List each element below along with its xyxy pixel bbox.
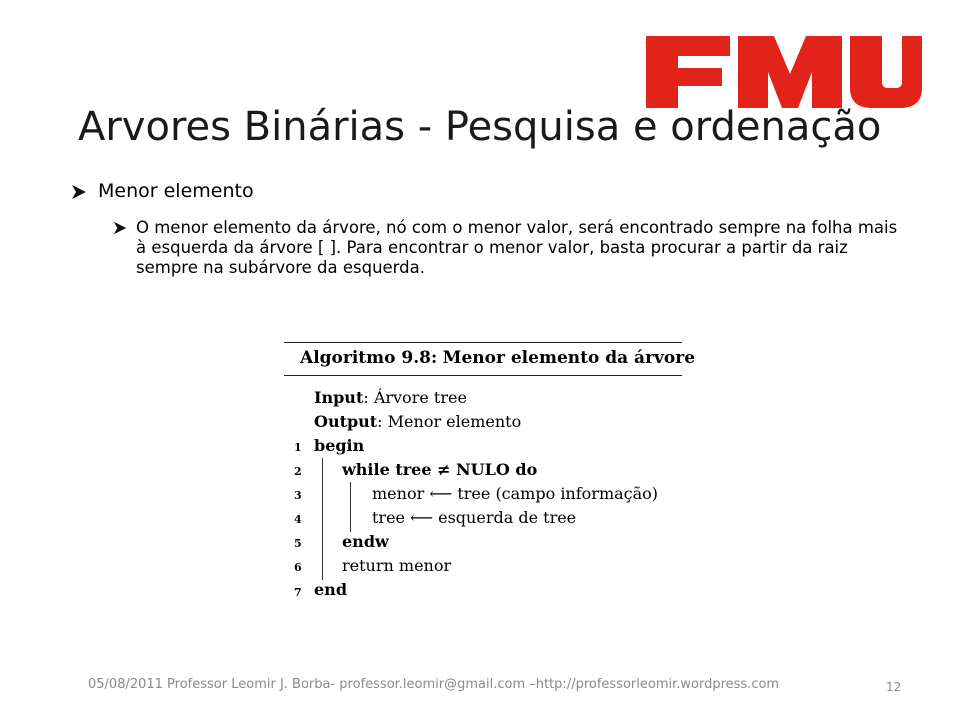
- algorithm-heading: [300, 348, 695, 368]
- algorithm-top-rule: [284, 342, 682, 343]
- line-number: 5: [294, 537, 302, 550]
- input-label: Input: [314, 388, 364, 407]
- algorithm-mid-rule: [284, 375, 682, 376]
- algorithm-input: Input: Árvore tree: [314, 388, 467, 407]
- input-value: Árvore tree: [373, 388, 467, 407]
- algorithm-line-assign-menor: menor ⟵ tree (campo informação): [372, 484, 659, 503]
- line-number: 6: [294, 561, 302, 574]
- algorithm-line-return: return menor: [342, 556, 452, 575]
- arrow-bullet-icon: [112, 220, 128, 236]
- algorithm-heading-label: Algoritmo 9.8:: [300, 348, 438, 368]
- arrow-bullet-icon: [70, 183, 88, 201]
- bullet-level1-text: Menor elemento: [98, 180, 254, 202]
- algorithm-line-endw: endw: [342, 532, 389, 551]
- algorithm-box: [284, 340, 696, 610]
- line-number: 3: [294, 489, 302, 502]
- output-label: Output: [314, 412, 378, 431]
- bullet-level2-text: O menor elemento da árvore, nó com o menor valor, será encontrado sempre na folha mais à esquerda da árvore [ ]. Para encontrar o menor valor, basta procurar a partir da raiz sempre na subárvore da esquerda.: [136, 218, 898, 277]
- algorithm-line-end: end: [314, 580, 347, 599]
- algorithm-line-begin: begin: [314, 436, 365, 455]
- algorithm-line-assign-tree: tree ⟵ esquerda de tree: [372, 508, 577, 527]
- line-number: 4: [294, 513, 302, 526]
- block-bar-begin: [322, 458, 323, 580]
- algorithm-line-while: while tree ≠ NULO do: [342, 460, 538, 479]
- block-bar-while: [350, 482, 351, 532]
- algorithm-output: Output: Menor elemento: [314, 412, 522, 431]
- output-value: Menor elemento: [387, 412, 522, 431]
- footer-text: 05/08/2011 Professor Leomir J. Borba- professor.leomir@gmail.com –http://professorleomir.wordpress.com: [88, 677, 780, 692]
- line-number: 2: [294, 465, 302, 478]
- fmu-logo: [644, 30, 924, 110]
- algorithm-heading-title: Menor elemento da árvore: [442, 348, 696, 368]
- page-number: 12: [886, 680, 902, 694]
- slide-title: Arvores Binárias - Pesquisa e ordenação: [78, 104, 882, 150]
- line-number: 7: [294, 586, 302, 599]
- line-number: 1: [294, 441, 302, 454]
- bullet-description: [112, 218, 912, 278]
